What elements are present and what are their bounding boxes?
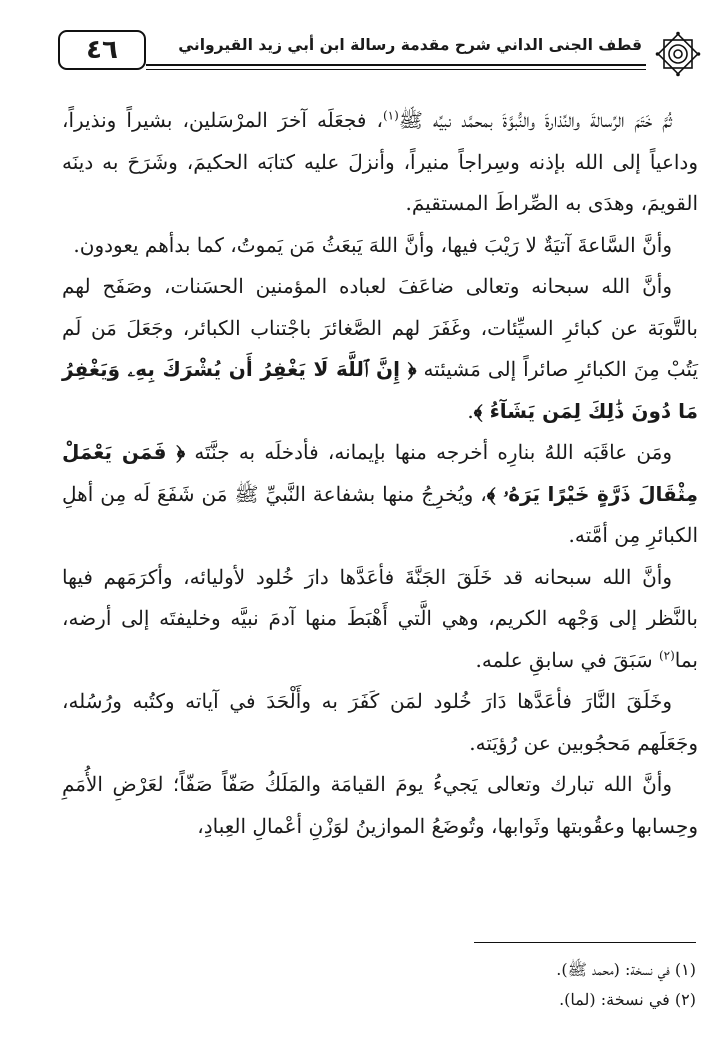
- footnote-marker-1: (١): [382, 108, 399, 123]
- star-ornament-icon: [654, 30, 702, 78]
- footnotes: [56, 955, 696, 1015]
- header-rule-thin: [146, 69, 646, 70]
- header-rule: [146, 64, 646, 66]
- running-title: قطف الجنى الداني شرح مقدمة رسالة ابن أبي زيد القيرواني: [178, 36, 642, 54]
- paragraph-paradise: وأنَّ الله سبحانه قد خَلَقَ الجَنَّةَ فأعَدَّها دارَ خُلود لأوليائه، وأكرَمَهم فيها بالنَّظر إلى وَجْهه الكريم، وهي الَّتي أَهْبَطَ منها آدمَ نبيَّه وخليفتَه إلى أرضه، بما$^{(٢)}$ سَبَقَ في سابقِ علمه.: [62, 564, 698, 672]
- paragraph-forgiveness: وأنَّ الله سبحانه وتعالى ضاعَفَ لعباده المؤمنين الحسَنات، وصَفَح لهم بالتَّوبَة عن كبائرِ السيِّئات، وغَفَرَ لهم الصَّغائرَ باجْتناب الكبائر، وجَعَلَ مَن لَم يَتُبْ مِنَ الكبائرِ صائراً إلى مَشيئته ﴿ إِنَّ ٱللَّهَ لَا يَغْفِرُ أَن يُشْرَكَ بِهِۦ وَيَغْفِرُ مَا دُونَ ذَٰلِكَ لِمَن يَشَآءُ ﴾.: [62, 274, 699, 423]
- footnote-marker-2: (٢): [658, 647, 675, 662]
- page-header: [58, 30, 698, 76]
- page-number: ٤٦: [58, 30, 146, 70]
- footnote-separator: [474, 942, 696, 943]
- footnote-2: (٢) في نسخة: (لما).: [559, 990, 696, 1009]
- main-text: [62, 100, 698, 847]
- paragraph-hour-and-resurrection: وأنَّ السَّاعةَ آتيَةٌ لا رَيْبَ فيها، وأنَّ اللهَ يَبعَثُ مَن يَموتُ، كما بدأهم يعودون.: [73, 232, 672, 257]
- footnote-1: (١) في نسخة: (محمد ﷺ).: [556, 960, 696, 979]
- quran-verse: ﴿ إِنَّ ٱللَّهَ لَا يَغْفِرُ أَن يُشْرَكَ بِهِۦ وَيَغْفِرُ مَا دُونَ ذَٰلِكَ لِمَن يَشَآءُ ﴾: [62, 357, 698, 423]
- paragraph-day-of-judgment: وأنَّ الله تبارك وتعالى يَجيءُ يومَ القيامَة والمَلَكُ صَفّاً صَفّاً؛ لعَرْضِ الأُمَمِ وحِسابها وعقُوبتها وثَوابها، وتُوضَعُ الموازينُ لوَزْنِ أعْمالِ العِبادِ،: [62, 772, 698, 838]
- paragraph-hellfire: وخَلَقَ النَّارَ فأعَدَّها دَارَ خُلود لمَن كَفَرَ به وأَلْحَدَ في آياته وكتُبه ورُسُله، وجَعَلَهم مَحجُوبين عن رُؤيَته.: [62, 689, 698, 755]
- quran-verse: ﴿ فَمَن يَعْمَلْ مِثْقَالَ ذَرَّةٍ خَيْرًا يَرَهُۥ ﴾: [62, 440, 698, 506]
- paragraph-intercession: ومَن عاقَبَه اللهُ بنارِه أخرجه منها بإيمانه، فأدخلَه به جنَّتَه ﴿ فَمَن يَعْمَلْ مِثْقَالَ ذَرَّةٍ خَيْرًا يَرَهُۥ ﴾، ويُخرِجُ منها بشفاعة النَّبيِّ ﷺ مَن شَفَعَ لَه مِن أهلِ الكبائرِ مِن أمَّته.: [62, 440, 698, 547]
- paragraph-seal-of-prophethood: ثُمَّ خَتَمَ الرِّسالةَ والنِّذارةَ والنُّبوَّةَ بمحمَّد نبيِّه ﷺ$^{(١)}$، فجعَلَه آخرَ المرْسَلين، بشيراً ونذيراً، وداعياً إلى الله بإذنه وسِراجاً منيراً، وأنزلَ عليه كتابَه الحكيمَ، وشَرَحَ به دينَه القويمَ، وهدَى به الصِّراطَ المستقيمَ.: [62, 108, 698, 215]
